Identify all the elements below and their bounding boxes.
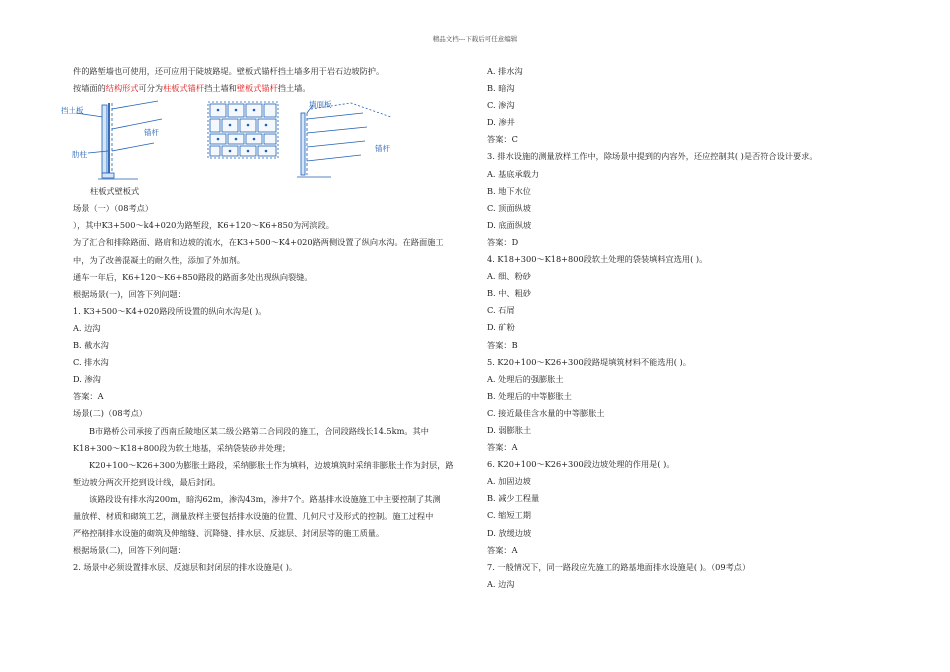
anchor-dot [265,124,268,127]
panel-wall-figure [291,99,401,183]
option-a: A. 细、粉砂 [487,271,531,282]
anchor-line-1 [307,113,363,119]
answer-line: 答案：C [487,134,518,145]
anchor-dot [235,138,238,141]
highlight-structure-form: 结构形式 [105,83,139,94]
paragraph-line: 量放样、材质和砌筑工艺，测量放样主要包括排水设施的位置、几何尺寸及形式的控制。施工过程中 [73,510,434,521]
option-c: C. 石屑 [487,305,515,316]
paragraph-line: K18+300～K18+800段为软土地基，采纳袋装砂井处理； [73,442,291,453]
question-3: 3. 排水设施的测量放样工作中，除场景中提到的内容外，还应控制其( )是否符合设计要求。 [487,151,818,162]
panel [210,146,220,156]
option-c: C. 排水沟 [73,357,109,368]
anchor-line-4 [307,155,361,161]
anchor-dot [247,150,250,153]
option-b: B. 处理后的中等膨胀土 [487,390,572,401]
anchor-dot [253,138,256,141]
option-b: B. 暗沟 [487,83,515,94]
anchor-dot [217,138,220,141]
highlight-panel-anchor: 壁板式锚杆 [236,83,278,94]
left-column [61,63,473,576]
option-d: D. 渗沟 [73,374,101,385]
option-c: C. 接近最佳含水量的中等膨胀土 [487,407,605,418]
question-2: 2. 场景中必须设置排水层、反滤层和封闭层的排水设施是( )。 [73,562,298,573]
paragraph-line: 堑边坡分两次开挖到设计线，最后封闭。 [73,476,221,487]
label-wall-panel: 墙面板 [309,100,332,110]
option-b: B. 地下水位 [487,185,531,196]
answer-line: 答案：B [487,339,518,350]
intro-line-2 [73,80,473,97]
anchor-dot [229,124,232,127]
answer-line: 答案：A [73,391,104,402]
question-5: 5. K20+100～K26+300段路堤填筑材料不能选用( )。 [487,356,691,367]
question-4: 4. K18+300～K18+800段软土处理的袋装填料宜选用( )。 [487,254,708,265]
text-span: 按墙面的 [73,83,106,94]
paragraph-line: B市路桥公司承接了西南丘陵地区某二级公路第二合同段的施工，合同段路线长14.5km。其中 [89,425,429,436]
anchor-line-1 [112,101,158,109]
highlight-pillar-anchor: 柱板式锚杆 [163,83,205,94]
paragraph-line: K20+100～K26+300为膨胀土路段，采纳膨胀土作为填料，边坡填筑时采纳非膨胀土作为封层，路 [89,459,454,470]
option-d: D. 渗井 [487,117,515,128]
wall-panel [102,105,107,173]
text-span: 挡土墙。 [277,83,311,94]
option-c: C. 缩短工期 [487,510,531,521]
anchor-line-3 [307,141,365,147]
text-line: 场景（一）（08考点） [73,203,154,214]
question-6: 6. K20+100～K26+300段边坡处理的作用是( )。 [487,459,675,470]
text-line: 根据场景(二)，回答下列问题： [73,545,186,556]
option-d: D. 放缓边坡 [487,527,532,538]
option-b: B. 截水沟 [73,340,109,351]
option-c: C. 渗沟 [487,100,515,111]
pillar-wall-figure [58,99,178,183]
right-column [487,63,907,593]
anchor-dot [229,150,232,153]
option-a: A. 基底承载力 [487,168,540,179]
text-span: 可分为 [138,83,164,94]
text-span: 挡土墙和 [204,83,237,94]
label-retaining-plate: 挡土板 [61,106,84,116]
option-d: D. 矿粉 [487,322,515,333]
label-anchor: 锚杆 [144,128,159,138]
anchor-dot [217,109,220,112]
option-a: A. 排水沟 [487,66,523,76]
anchor-dot [265,150,268,153]
panel [264,104,276,117]
option-b: B. 中、粗砂 [487,288,531,299]
footing [102,173,114,178]
anchor-line-3 [112,143,154,151]
page-header: 精品文档---下载后可任意编辑 [432,35,518,43]
option-d: D. 底面纵坡 [487,219,532,230]
wall-panel-section [301,113,305,175]
anchor-dot [247,124,250,127]
option-b: B. 减少工程量 [487,493,540,504]
answer-line: 答案：A [487,442,518,453]
panel [210,119,220,132]
option-a: A. 处理后的强膨胀土 [487,373,564,384]
figure-row [61,99,473,183]
label-rib-pillar: 肋柱 [72,150,87,160]
text-line: ），其中K3+500～k4+020为路堑段，K6+120～K6+850为河滨段。 [73,220,334,231]
label-anchor: 锚杆 [375,144,390,154]
option-a: A. 加固边坡 [487,476,531,487]
text-line: 通车一年后，K6+120～K6+850路段的路面多处出现纵向裂缝。 [73,271,313,282]
option-c: C. 顶面纵坡 [487,202,531,213]
anchor-dot [235,109,238,112]
text-line: 为了汇合和排除路面、路肩和边坡的流水，在K3+500～K4+020路两侧设置了纵向水沟。在路面施工 [73,237,444,248]
intro-line-1: 件的路堑墙也可使用，还可应用于陡坡路堤。壁板式锚杆挡土墙多用于岩石边坡防护。 [73,66,385,76]
question-1: 1. K3+500～K4+020路段所设置的纵向水沟是( )。 [73,305,267,316]
figure-caption: 柱板式壁板式 [90,186,140,197]
option-a: A. 边沟 [73,322,101,333]
text-line: 中，为了改善混凝土的耐久性，添加了外加剂。 [73,254,245,265]
paragraph-line: 该路段设有排水沟200m，暗沟62m，渗沟43m，渗井7个。路基排水设施施工中主要控制了其测 [89,493,441,504]
anchor-line-2 [307,127,367,133]
scene-heading: 场景(二)（08考点） [73,408,148,419]
question-7: 7. 一般情况下，同一路段应先施工的路基地面排水设施是( )。（09考点） [487,561,751,572]
option-d: D. 弱膨胀土 [487,424,532,435]
text-line: 根据场景(一)，回答下列问题： [73,288,186,299]
option-a: A. 边沟 [487,578,515,589]
answer-line: 答案：D [487,236,519,247]
panel [264,134,276,144]
panel-grid-figure [206,99,286,161]
anchor-dot [253,109,256,112]
answer-line: 答案：A [487,544,518,555]
paragraph-line: 严格控制排水设施的砌筑及伸缩缝、沉降缝、排水层、反滤层、封闭层等的施工质量。 [73,528,385,539]
